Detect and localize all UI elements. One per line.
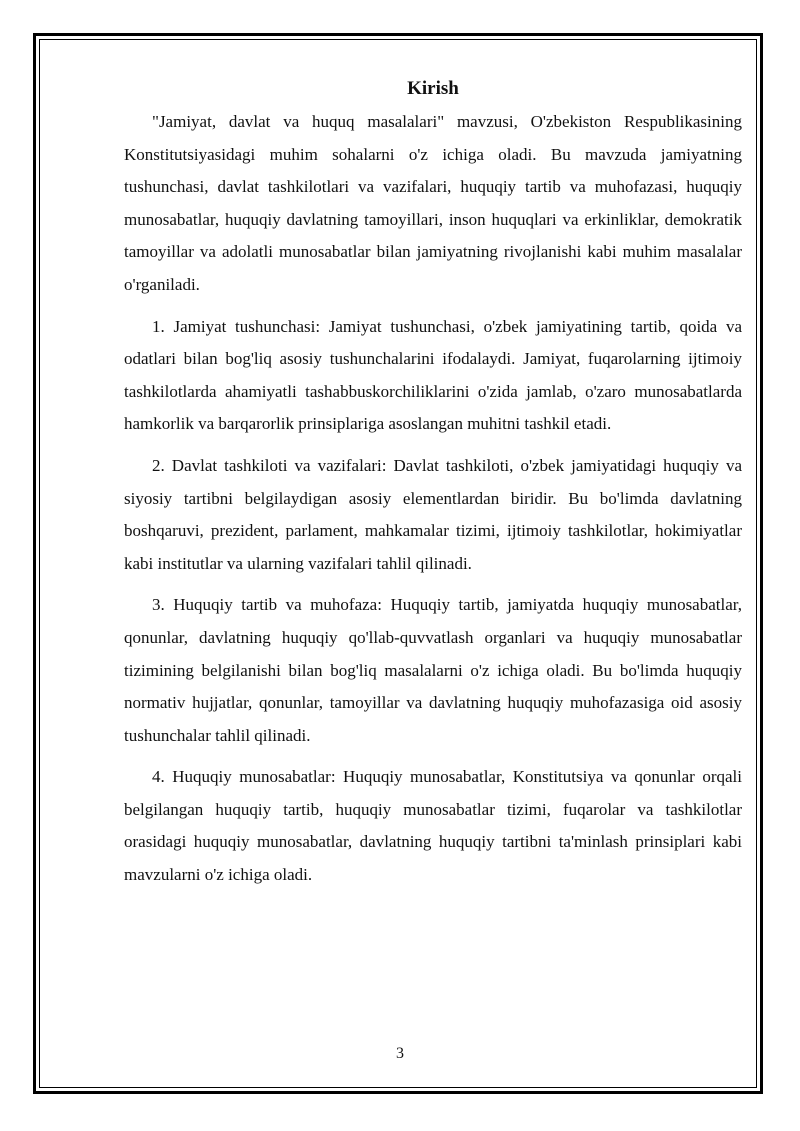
page-number: 3 — [396, 1045, 404, 1062]
page-title: Kirish — [407, 78, 459, 99]
paragraph-1: 1. Jamiyat tushunchasi: Jamiyat tushunchasi, o'zbek jamiyatining tartib, qoida va odatlari bilan bog'liq asosiy tushunchalarini ifodalaydi. Jamiyat, fuqarolarning ijtimoiy tashkilotlarda ahamiyatli tashabbuskorchiliklarini o'zida jamlab, o'zaro munosabatlarda hamkorlik va barqarorlik prinsiplariga asoslangan muhitni tashkil etadi. — [124, 316, 742, 434]
paragraph-2: 2. Davlat tashkiloti va vazifalari: Davlat tashkiloti, o'zbek jamiyatidagi huquqiy va siyosiy tartibni belgilaydigan asosiy elementlardan biridir. Bu bo'limda davlatning boshqaruvi, prezident, parlament, mahkamalar tizimi, ijtimoiy tashkilotlar, hokimiyatlar kabi institutlar va ularning vazifalari tahlil qilinadi. — [124, 455, 742, 573]
paragraph-4: 4. Huquqiy munosabatlar: Huquqiy munosabatlar, Konstitutsiya va qonunlar orqali belgilangan huquqiy tartib, huquqiy munosabatlar tizimi, fuqarolar va tashkilotlar orasidagi huquqiy munosabatlar, davlatning huquqiy tartibni ta'minlash prinsiplari kabi mavzularni o'z ichiga oladi. — [124, 767, 742, 885]
document-body — [124, 76, 742, 901]
paragraph-3: 3. Huquqiy tartib va muhofaza: Huquqiy tartib, jamiyatda huquqiy munosabatlar, qonunlar, davlatning huquqiy qo'llab-quvvatlash organlari va huquqiy munosabatlar tizimining belgilanishi bilan bog'liq masalalarni o'z ichiga oladi. Bu bo'limda huquqiy normativ hujjatlar, qonunlar, tamoyillar va davlatning huquqiy muhofazasiga oid asosiy tushunchalar tahlil qilinadi. — [124, 595, 742, 745]
paragraph-intro: "Jamiyat, davlat va huquq masalalari" mavzusi, O'zbekiston Respublikasining Konstitutsiyasidagi muhim sohalarni o'z ichiga oladi. Bu mavzuda jamiyatning tushunchasi, davlat tashkilotlari va vazifalari, huquqiy tartib va muhofazasi, huquqiy munosabatlar, huquqiy davlatning tamoyillari, inson huquqlari va erkinliklar, demokratik tamoyillar va adolatli munosabatlar bilan jamiyatning rivojlanishi kabi muhim masalalar o'rganiladi. — [124, 112, 742, 294]
